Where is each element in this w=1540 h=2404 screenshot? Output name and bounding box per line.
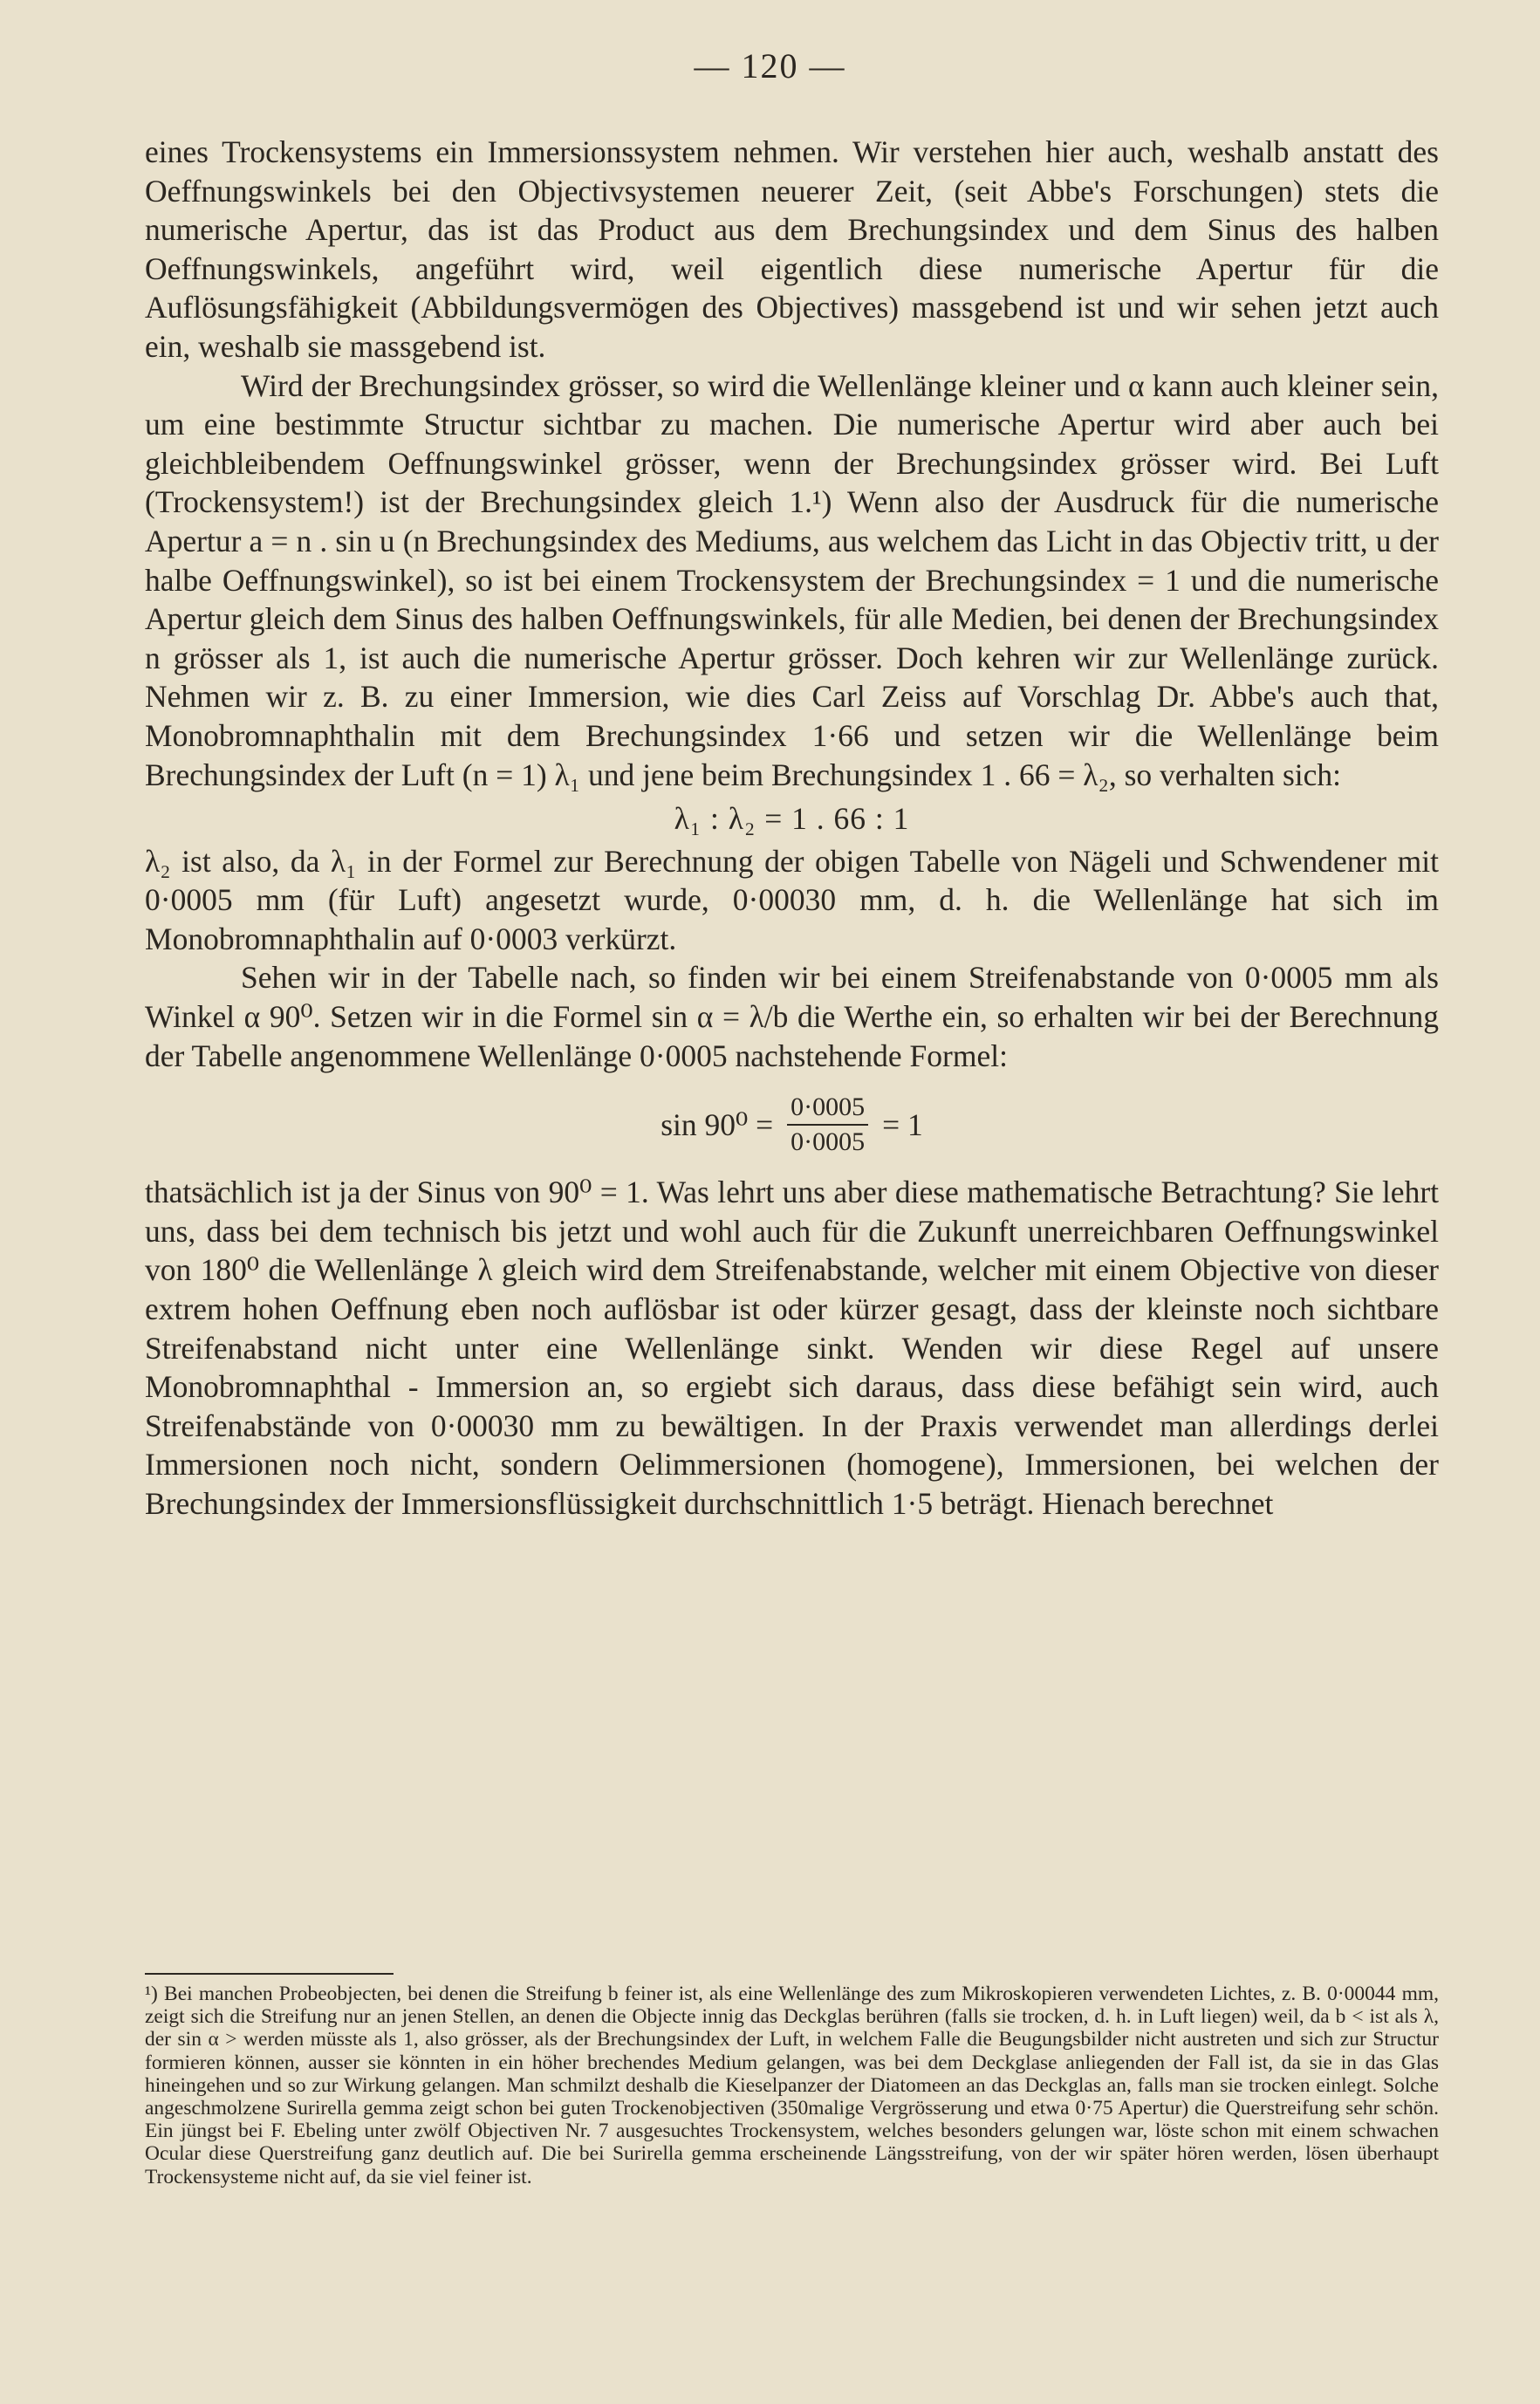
paragraph-3: λ₂ ist also, da λ₁ in der Formel zur Berechnung der obigen Tabelle von Nägeli und Schwendener mit 0·0005 mm (für Luft) angesetzt wurde, 0·00030 mm, d. h. die Wellenlänge hat sich im Monobromnaphthalin auf 0·0003 verkürzt. [145,843,1439,956]
main-text [145,133,1439,1524]
paragraph-5: thatsächlich ist ja der Sinus von 90⁰ = 1. Was lehrt uns aber diese mathematische Betrachtung? Sie lehrt uns, dass bei dem technisch bis jetzt und wohl auch für die Zukunft unerreichbaren Oeffnungswinkel von 180⁰ die Wellenlänge λ gleich wird dem Streifenabstande, welcher mit einem Objective von dieser extrem hohen Oeffnung eben noch auflösbar ist oder kürzer gesagt, dass der kleinste noch sichtbare Streifenabstand nicht unter eine Wellenlänge sinkt. Wenden wir diese Regel auf unsere Monobromnaphthal - Immersion an, so ergiebt sich daraus, dass diese befähigt sein wird, auch Streifenabstände von 0·00030 mm zu bewältigen. In der Praxis verwendet man allerdings derlei Immersionen noch nicht, sondern Oelimmersionen (homogene), Immersionen, bei welchen der Brechungsindex der Immersionsflüssigkeit durchschnittlich 1·5 beträgt. Hienach berechnet [145,1175,1439,1521]
wavelength-ratio-formula: λ₁ : λ₂ = 1 . 66 : 1 [674,801,910,837]
fraction-denominator: 0·0005 [791,1127,866,1157]
sine-formula-rhs: = 1 [882,1106,923,1142]
sine-formula [145,1091,1439,1159]
footnote: ¹) Bei manchen Probeobjecten, bei denen die Streifung b feiner ist, als eine Wellenlänge des zum Mikroskopieren verwendeten Lichtes, z. B. 0·00044 mm, zeigt sich die Streifung nur an jenen Stellen, an denen die Objecte innig das Deckglas berühren (falls sie trocken, d. h. in Luft liegen) weil, da b < ist als λ, der sin α > werden müsste als 1, also grösser, als der Brechungsindex der Luft, in welchem Falle die Beugungsbilder nicht austreten und sich zur Structur formieren können, ausser sie könnten in ein höher brechendes Medium gelangen, was bei dem Deckglase anliegenden der Fall ist, da sie in das Glas hineingehen und so zur Wirkung gelangen. Man schmilzt deshalb die Kieselpanzer der Diatomeen an das Deckglas an, falls man sie trocken einlegt. Solche angeschmolzene Surirella gemma zeigt schon bei guten Trockenobjectiven (350malige Vergrösserung und etwa 0·75 Apertur) die Querstreifung sehr schön. Ein jüngst bei F. Ebeling unter zwölf Objectiven Nr. 7 ausgesuchtes Trockensystem, welches besonders gelungen war, löste schon mit einem schwachen Ocular diese Querstreifung ganz deutlich auf. Die bei Surirella gemma erscheinende Längsstreifung, von der wir später hören werden, lösen überhaupt Trockensysteme nicht auf, da sie viel feiner ist. [145,1983,1439,2188]
sine-formula-fraction [787,1091,868,1159]
fraction-numerator: 0·0005 [787,1091,868,1126]
page-number: — 120 — [694,46,846,86]
footnote-divider [145,1973,394,1975]
paragraph-4: Sehen wir in der Tabelle nach, so finden wir bei einem Streifenabstande von 0·0005 mm als Winkel α 90⁰. Setzen wir in die Formel sin α = λ/b die Werthe ein, so erhalten wir bei der Berechnung der Tabelle angenommene Wellenlänge 0·0005 nachstehende Formel: [145,960,1439,1073]
paragraph-2: Wird der Brechungsindex grösser, so wird die Wellenlänge kleiner und α kann auch kleiner sein, um eine bestimmte Structur sichtbar zu machen. Die numerische Apertur wird aber auch bei gleichbleibendem Oeffnungswinkel grösser, wenn der Brechungsindex grösser wird. Bei Luft (Trockensystem!) ist der Brechungsindex gleich 1.¹) Wenn also der Ausdruck für die numerische Apertur a = n . sin u (n Brechungsindex des Mediums, aus welchem das Licht in das Objectiv tritt, u der halbe Oeffnungswinkel), so ist bei einem Trockensystem der Brechungsindex = 1 und die numerische Apertur gleich dem Sinus des halben Oeffnungswinkels, für alle Medien, bei denen der Brechungsindex n grösser als 1, ist auch die numerische Apertur grösser. Doch kehren wir zur Wellenlänge zurück. Nehmen wir z. B. zu einer Immersion, wie dies Carl Zeiss auf Vorschlag Dr. Abbe's auch that, Monobromnaphthalin mit dem Brechungsindex 1·66 und setzen wir die Wellenlänge beim Brechungsindex der Luft (n = 1) λ₁ und jene beim Brechungsindex 1 . 66 = λ₂, so verhalten sich: [145,367,1439,792]
sine-formula-lhs: sin 90⁰ = [660,1106,774,1142]
paragraph-1: eines Trockensystems ein Immersionssystem nehmen. Wir verstehen hier auch, weshalb anstatt des Oeffnungswinkels bei den Objectivsystemen neuerer Zeit, (seit Abbe's Forschungen) stets die numerische Apertur, das ist das Product aus dem Brechungsindex und dem Sinus des halben Oeffnungswinkels, angeführt wird, weil eigentlich diese numerische Apertur für die Auflösungsfähigkeit (Abbildungsvermögen des Objectives) massgebend ist und wir sehen jetzt auch ein, weshalb sie massgebend ist. [145,134,1439,364]
